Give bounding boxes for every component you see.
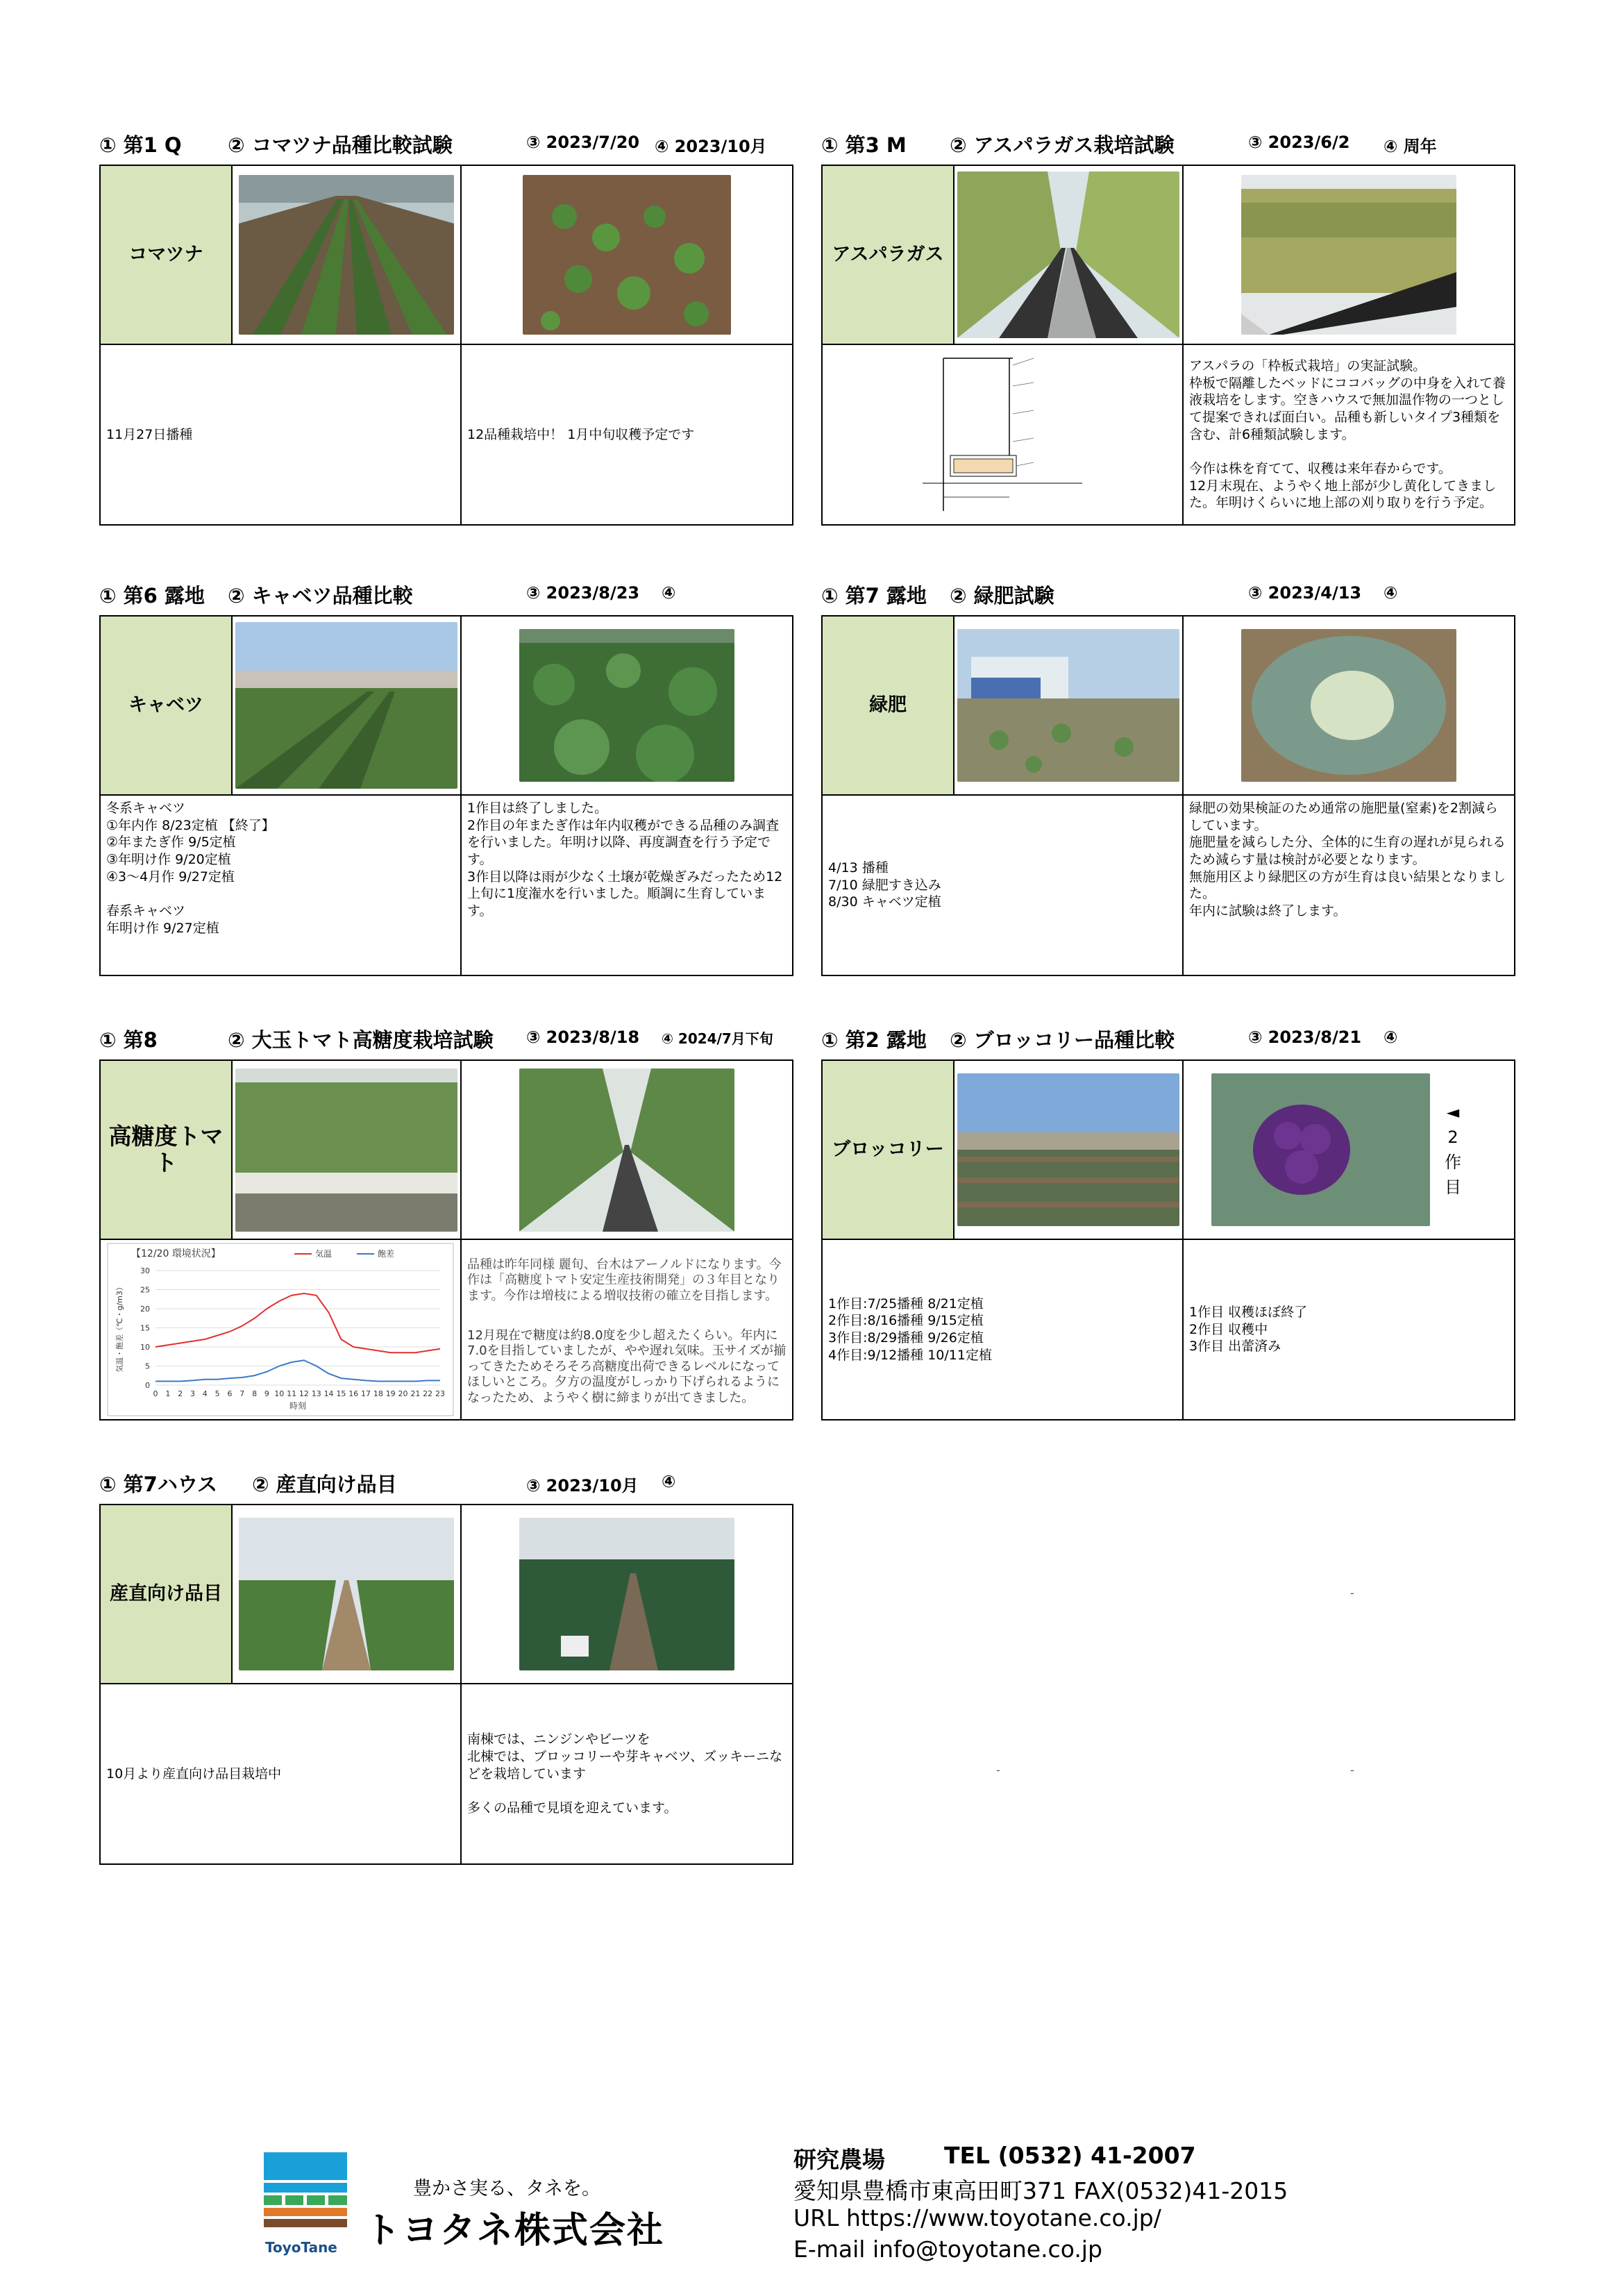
x-tick-label: 0 [153,1389,158,1398]
panel-table [821,165,1515,526]
x-tick-label: 21 [410,1389,421,1398]
start-date: ③ 2023/8/21 [1248,1028,1362,1047]
x-tick-label: 2 [178,1389,183,1398]
lab-address: 愛知県豊橋市東高田町371 FAX(0532)41-2015 [793,2177,1288,2204]
tomato-aisle-image [519,1069,734,1232]
x-tick-label: 15 [336,1389,346,1398]
footer [0,2131,1623,2296]
field-photo [233,617,462,796]
tomato-note-status: 12月現在で糖度は約8.0度を少し超えたくらい。年内に7.0を目指していましたが、やや遅れ気味。玉サイズが揃ってきたためそろそろ高糖度出荷できるレベルになってほしいところ。夕方の温度がしっかり下げられるようになったため、ようやく樹に締まりが出てきました。 [467,1327,787,1405]
broccoli-house-image [519,1518,734,1670]
legend-label: 飽差 [378,1249,395,1259]
panel-table [99,1059,793,1421]
panel-header [99,130,800,158]
cabbage-rows-image [519,629,734,782]
x-tick-label: 1 [165,1389,171,1398]
panel-table [99,1504,793,1865]
category-label: アスパラガス [823,166,955,345]
tagline: 豊かさ実る、タネを。 [413,2178,600,2199]
panel-header [99,580,800,608]
bed-structure-diagram [923,351,1082,518]
x-tick-label: 23 [435,1389,445,1398]
cabbage-head-image [1241,629,1456,782]
company-name: トヨタネ株式会社 [364,2210,665,2252]
field-photo [955,617,1184,796]
panel-title: ② 緑肥試験 [950,584,1054,607]
end-date: ④ [662,1472,676,1491]
panel-table [821,615,1515,976]
x-tick-label: 20 [398,1389,408,1398]
start-date: ③ 2023/8/23 [526,583,640,603]
website-link[interactable]: URL https://www.toyotane.co.jp/ [793,2204,1161,2231]
end-date: ④ [1384,583,1398,603]
y-axis-label: 気温・飽差（℃・g/m3） [115,1283,124,1373]
field-photo [955,1061,1184,1240]
note-left: 4/13 播種 7/10 緑肥すき込み 8/30 キャベツ定植 [823,796,1184,975]
note-right: 南棟では、ニンジンやビーツを 北棟では、ブロッコリーや芽キャベツ、ズッキーニなどを栽培しています 多くの品種で見頃を迎えています。 [467,1732,783,1816]
x-tick-label: 8 [252,1389,258,1398]
panel-title: ② 産直向け品目 [252,1473,397,1496]
x-tick-label: 22 [423,1389,433,1398]
category-label: 産直向け品目 [101,1505,233,1684]
end-date: ④ 2024/7月下旬 [662,1030,773,1047]
note-left: 11月27日播種 [101,345,462,524]
start-date: ③ 2023/8/18 [526,1028,640,1047]
closeup-photo [1184,1061,1514,1240]
x-tick-label: 3 [190,1389,195,1398]
field-photo [233,166,462,345]
panel-table [99,615,793,976]
panel-title: ② 大玉トマト高糖度栽培試験 [228,1028,494,1052]
category-label: ブロッコリー [823,1061,955,1240]
seedlings-image [523,175,731,335]
tomato-note-variety: 品種は昨年同様 麗旬、台木はアーノルドになります。今作は「高糖度トマト安定生産技術開発」の３年目となります。今作は増枝による増収技術の確立を目指します。 [467,1257,782,1303]
panel-header [821,130,1522,158]
x-tick-label: 7 [239,1389,245,1398]
panel-number: ① 第3 M [821,133,907,157]
x-tick-label: 19 [385,1389,396,1398]
broccoli-field-image [957,1073,1179,1226]
note-right: 12品種栽培中！ 1月中旬収穫予定です [467,426,695,442]
note-left: 10月より産直向け品目栽培中 [101,1684,462,1863]
diagram-cell [823,345,1184,524]
x-axis-label: 時刻 [289,1401,307,1411]
stray-mark: - [996,1763,1000,1777]
closeup-photo [462,166,792,345]
panel-header [821,1025,1522,1053]
panel-title: ② アスパラガス栽培試験 [950,133,1175,157]
start-date: ③ 2023/6/2 [1248,133,1350,152]
y-tick-label: 30 [140,1266,150,1275]
y-tick-label: 20 [140,1305,150,1314]
panel-number: ① 第8 [99,1028,158,1052]
stray-mark: - [1350,1586,1354,1600]
y-tick-label: 15 [140,1323,150,1333]
panel-header [99,1469,800,1497]
chart-title: 【12/20 環境状況】 [131,1248,221,1259]
end-date: ④ 2023/10月 [655,137,767,156]
closeup-photo [462,1061,792,1240]
x-tick-label: 9 [264,1389,269,1398]
cabbage-field-image [235,622,457,789]
closeup-photo [462,617,792,796]
x-tick-label: 17 [361,1389,371,1398]
panel-table [821,1059,1515,1421]
panel-number: ① 第7 露地 [821,584,927,607]
y-tick-label: 5 [145,1361,150,1371]
note-right: アスパラの「枠板式栽培」の実証試験。 枠板で隔離したベッドにココバッグの中身を入れて養液栽培をします。空きハウスで無加温作物の一つとして提案できれば面白い。品種も新しいタイプ3種類を含む、計6種類試験します。 今作は株を育てて、収穫は来年春からです。 12月末現在、ようやく地上部が少し黄化してきました。年明けくらいに地上部の刈り取りを行う予定。 [1189,358,1506,511]
start-date: ③ 2023/4/13 [1248,583,1362,603]
category-label: コマツナ [101,166,233,345]
start-date: ③ 2023/10月 [526,1476,639,1495]
closeup-photo [1184,166,1514,345]
note-right: 1作目 収穫ほぼ終了 2作目 収穫中 3作目 出蕾済み [1189,1304,1308,1355]
tomato-greenhouse-image [235,1069,457,1232]
y-tick-label: 0 [145,1381,150,1390]
field-photo [955,166,1184,345]
category-label: 高糖度トマト [101,1061,233,1240]
note-right: 1作目は終了しました。 2作目の年またぎ作は年内収穫ができる品種のみ調査を行いました。年明け以降、再度調査を行う予定です。 3作目以降は雨が少なく土壌が乾燥ぎみだったため12上旬に1度潅水を行いました。順調に生育しています。 [467,801,783,919]
email-link[interactable]: E-mail info@toyotane.co.jp [793,2236,1102,2263]
panel-number: ① 第7ハウス [99,1473,217,1496]
panel-table [99,165,793,526]
x-tick-label: 16 [348,1389,359,1398]
panel-header [821,580,1522,608]
panel-header [99,1025,800,1053]
end-date: ④ [1384,1028,1398,1047]
y-tick-label: 10 [140,1343,150,1352]
environment-line-chart [107,1243,454,1416]
x-tick-label: 11 [287,1389,297,1398]
closeup-photo [462,1505,792,1684]
category-label: 緑肥 [823,617,955,796]
company-logo-icon [264,2152,347,2236]
note-left: 冬系キャベツ ①年内作 8/23定植 【終了】 ②年またぎ作 9/5定植 ③年明け作 9/20定植 ④3～4月作 9/27定植 春系キャベツ 年明け作 9/27定植 [101,796,462,975]
x-tick-label: 18 [373,1389,383,1398]
stray-mark: - [1350,1763,1354,1777]
panel-number: ① 第2 露地 [821,1028,927,1052]
x-tick-label: 5 [215,1389,220,1398]
x-tick-label: 10 [274,1389,285,1398]
panel-title: ② ブロッコリー品種比較 [950,1028,1175,1052]
panel-number: ① 第6 露地 [99,584,205,607]
house-crops-image [239,1518,454,1670]
start-date: ③ 2023/7/20 [526,133,640,152]
field-photo [233,1505,462,1684]
asparagus-house-image [957,171,1179,338]
end-date: ④ [662,583,676,603]
x-tick-label: 4 [202,1389,208,1398]
x-tick-label: 12 [298,1389,309,1398]
legend-label: 気温 [315,1249,333,1259]
end-date: ④ 周年 [1384,137,1437,156]
green-manure-field-image [957,629,1179,782]
x-tick-label: 13 [311,1389,321,1398]
y-tick-label: 25 [140,1285,150,1295]
x-tick-label: 14 [323,1389,334,1398]
note-left: 1作目:7/25播種 8/21定植 2作目:8/16播種 9/15定植 3作目:8/29播種 9/26定植 4作目:9/12播種 10/11定植 [823,1240,1184,1419]
field-photo [233,1061,462,1240]
x-tick-label: 6 [227,1389,233,1398]
chart-cell [101,1240,462,1419]
panel-title: ② キャベツ品種比較 [228,584,413,607]
greenhouse-rows-image [239,175,454,335]
purple-cauliflower-image [1211,1073,1430,1226]
lab-name: 研究農場 [793,2146,885,2173]
category-label: キャベツ [101,617,233,796]
lab-tel: TEL (0532) 41-2007 [944,2142,1196,2169]
panel-title: ② コマツナ品種比較試験 [228,133,453,157]
panel-number: ① 第1 Q [99,133,182,157]
note-right: 緑肥の効果検証のため通常の施肥量(窒素)を2割減らしています。 施肥量を減らした分、全体的に生育の遅れが見られるため減らす量は検討が必要となります。 無施用区より緑肥区の方が生育は良い結果となりました。 年内に試験は終了します。 [1189,801,1506,919]
side-note: ◄ 2 作 目 [1445,1103,1461,1197]
logo-text: ToyoTane [265,2239,337,2256]
closeup-photo [1184,617,1514,796]
asparagus-bed-image [1241,175,1456,335]
note-right [462,1240,792,1419]
